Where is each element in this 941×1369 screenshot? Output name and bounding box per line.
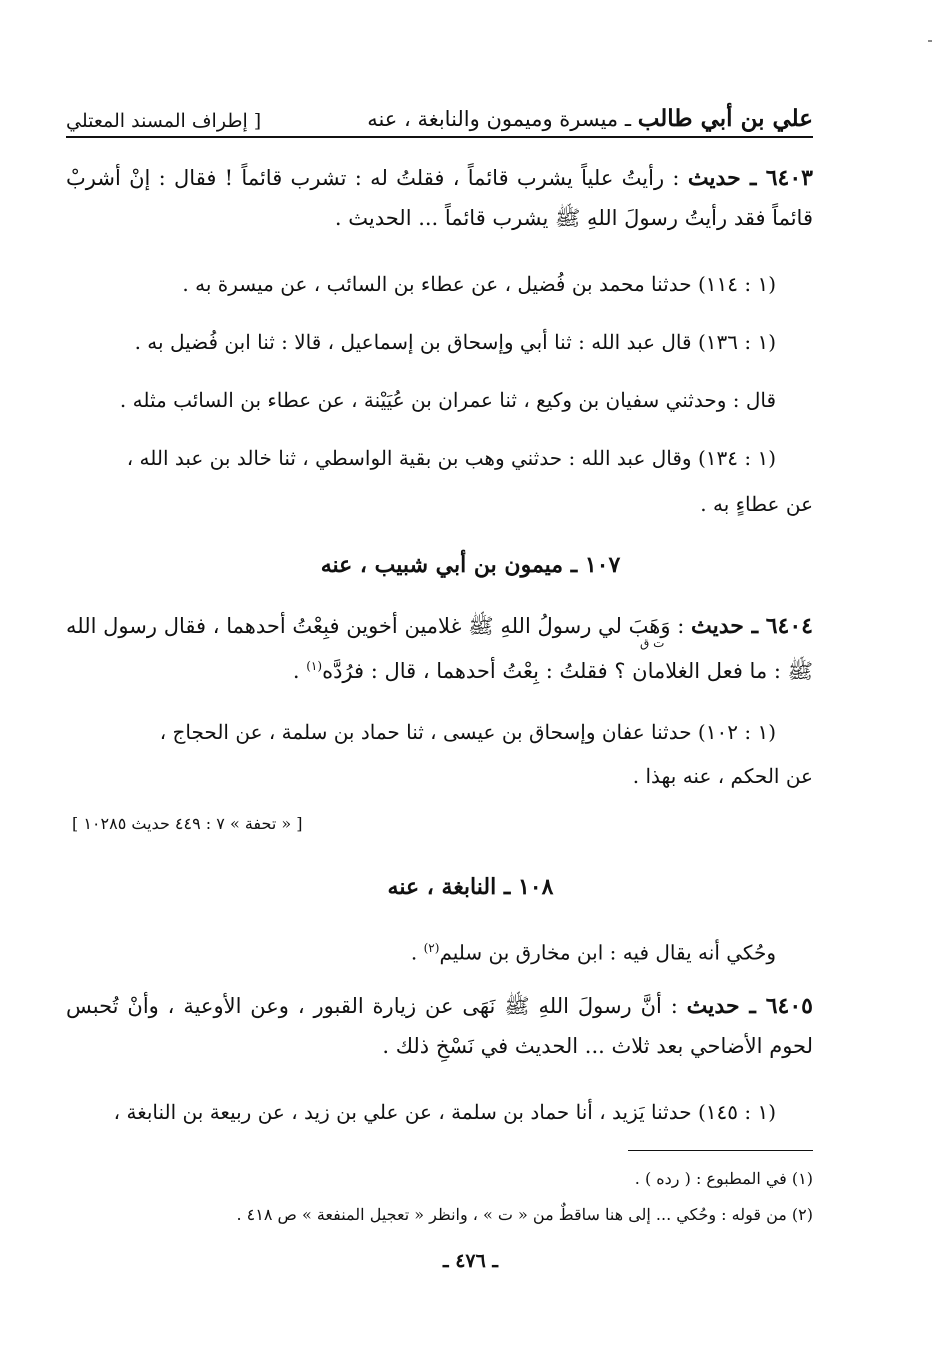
marginal-sigla: ت ق <box>640 636 665 650</box>
footnote-1: (١) في المطبوع : ( رده ) . <box>634 1169 813 1188</box>
header-book-title: [ إطراف المسند المعتلي <box>66 110 262 132</box>
hadith-6405: ٦٤٠٥ ـ حديث : أنَّ رسولَ اللهِ ﷺ نَهَى عن زيارة القبور ، وعن الأوعية ، وأنْ تُحبس لحوم الأضاحي بعد ثلاث ... الحديث في نَسْخِ ذلك . <box>66 993 813 1058</box>
section-heading-107: ١٠٧ ـ ميمون بن أبي شبيب ، عنه <box>320 552 621 578</box>
hadith-number: ٦٤٠٤ ـ حديث <box>691 613 813 639</box>
footnote-ref: (١) <box>306 659 323 673</box>
hadith-6404: ٦٤٠٤ ـ حديث : وَهَبَ لي رسولُ اللهِ ﷺ غلامين أخوين فبِعْتُ أحدهما ، فقال رسول الله ﷺ : ما فعل الغلامان ؟ فقلتُ : بِعْتُ أحدهما ، قال : فرُدَّه$^{(١)}$ . <box>66 613 813 683</box>
section-heading-108: ١٠٨ ـ النابغة ، عنه <box>387 874 554 900</box>
header-title: علي بن أبي طالب ـ ميسرة وميمون والنابغة ، عنه <box>367 105 813 132</box>
running-header <box>66 96 813 132</box>
isnad-line: (١ : ١١٤) حدثنا محمد بن فُضيل ، عن عطاء بن السائب ، عن ميسرة به . <box>182 272 776 296</box>
isnad-line: قال : وحدثني سفيان بن وكيع ، ثنا عمران بن عُيَيْنة ، عن عطاء بن السائب مثله . <box>119 388 776 412</box>
hadith-6403: ٦٤٠٣ ـ حديث : رأيتُ علياً يشرب قائماً ، فقلتُ له : تشرب قائماً ! فقال : إنْ أشربْ قائماً فقد رأيتُ رسولَ اللهِ ﷺ يشرب قائماً ... الحديث . <box>66 165 813 230</box>
isnad-line: (١ : ١٤٥) حدثنا يَزيد ، أنا حماد بن سلمة ، عن علي بن زيد ، عن ربيعة بن النابغة ، <box>113 1100 776 1124</box>
isnad-line: (١ : ١٠٢) حدثنا عفان وإسحاق بن عيسى ، ثنا حماد بن سلمة ، عن الحجاج ، <box>159 720 776 744</box>
footnote-rule <box>628 1150 813 1151</box>
footnote-ref: (٢) <box>423 941 440 955</box>
scan-mark <box>928 40 932 42</box>
isnad-line: (١ : ١٣٤) وقال عبد الله : حدثني وهب بن بقية الواسطي ، ثنا خالد بن عبد الله ، <box>126 446 776 470</box>
isnad-line: (١ : ١٣٦) قال عبد الله : ثنا أبي وإسحاق بن إسماعيل ، قالا : ثنا ابن فُضيل به . <box>134 330 776 354</box>
isnad-continuation: عن عطاءٍ به . <box>700 492 813 516</box>
page-number: ـ ٤٧٦ ـ <box>443 1250 498 1272</box>
footnote-2: (٢) من قوله : وحُكي ... إلى هنا ساقطٌ من « ت » ، وانظر « تعجيل المنفعة » ص ٤١٨ . <box>236 1205 813 1224</box>
narrator-note: وحُكي أنه يقال فيه : ابن مخارق بن سليم$^{(٢)}$ . <box>410 940 776 965</box>
hadith-number: ٦٤٠٣ ـ حديث <box>687 165 813 191</box>
hadith-number: ٦٤٠٥ ـ حديث <box>686 993 813 1019</box>
header-rule <box>66 136 813 138</box>
isnad-continuation: عن الحكم ، عنه بهذا . <box>632 764 813 788</box>
tuhfa-reference: [ « تحفة » ٧ : ٤٤٩ حديث ١٠٢٨٥ ] <box>72 814 303 833</box>
